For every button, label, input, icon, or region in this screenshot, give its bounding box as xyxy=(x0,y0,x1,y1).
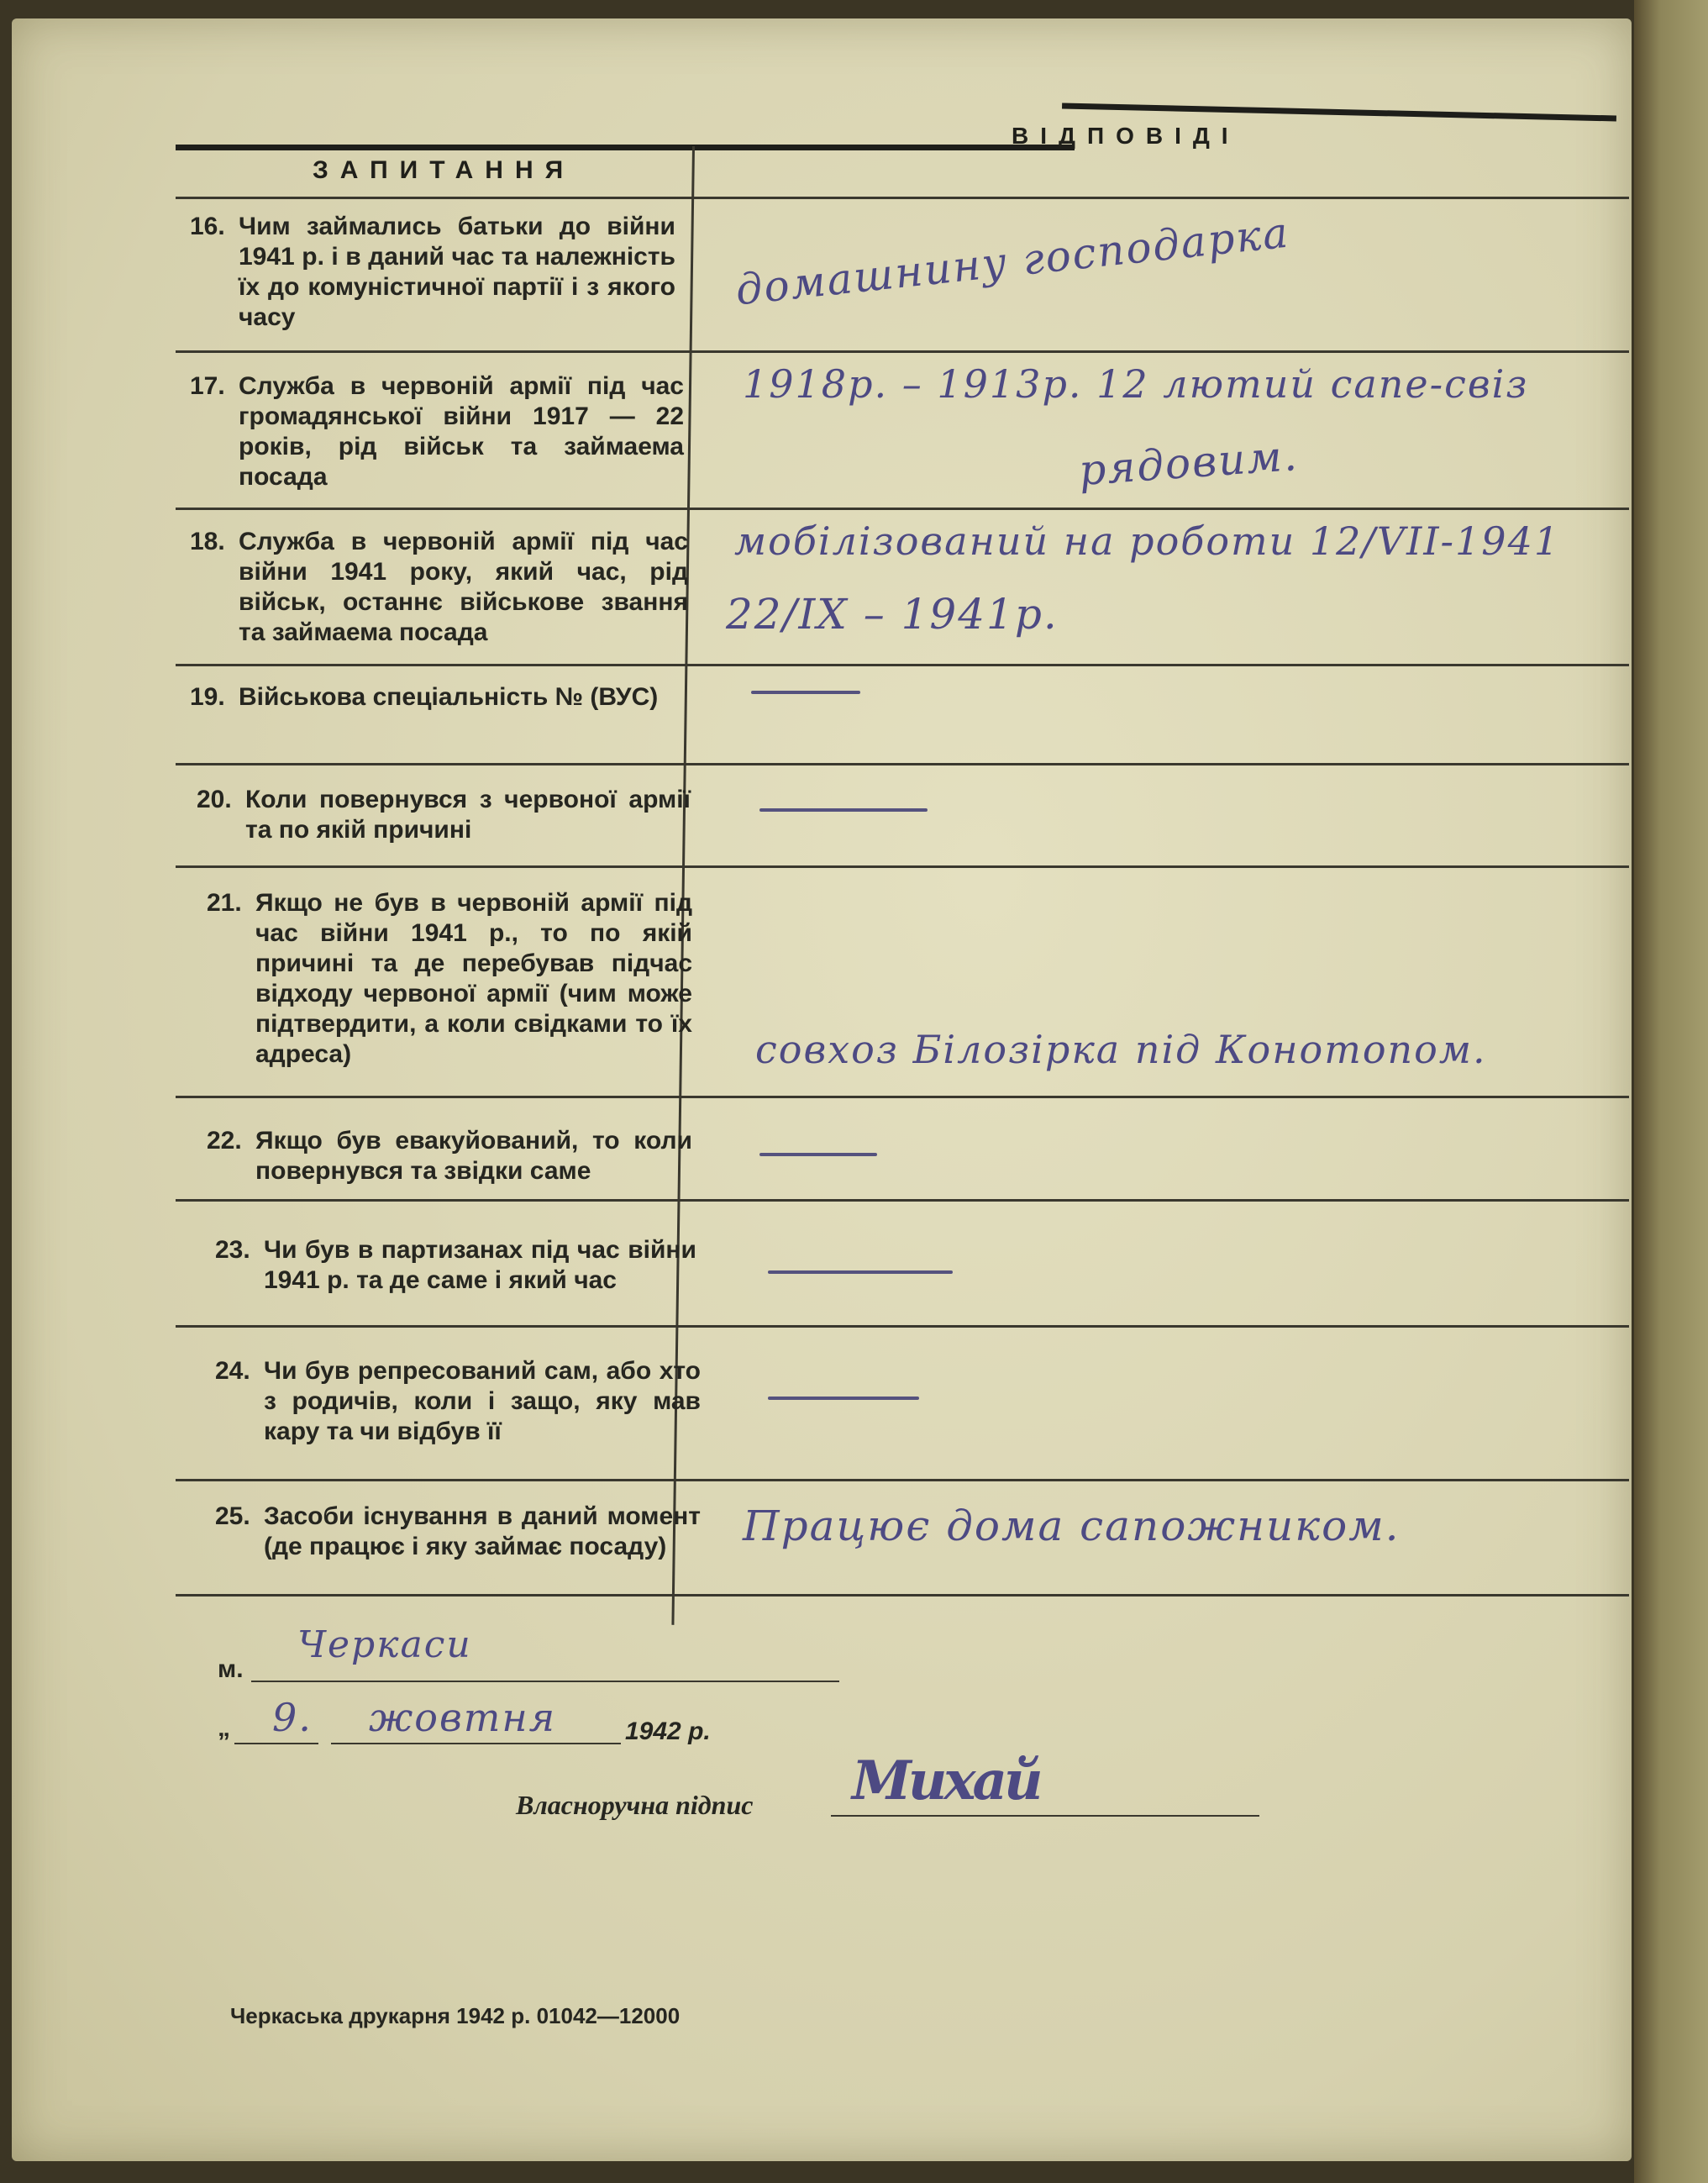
question-text: Служба в червоній армії під час громадянської війни 1917 — 22 років, рід військ та займаема посада xyxy=(239,372,684,491)
row-separator xyxy=(176,1096,1629,1098)
question-number: 21. xyxy=(207,889,242,917)
date-month: жовтня xyxy=(369,1695,557,1740)
date-day-line xyxy=(234,1743,318,1744)
question-number: 25. xyxy=(215,1502,250,1530)
question-text: Чим займались батьки до війни 1941 р. і в даний час та належність їх до комуністичної партії і з якого часу xyxy=(239,213,675,331)
question-number: 19. xyxy=(190,683,225,711)
question-number: 22. xyxy=(207,1127,242,1155)
answer-20 xyxy=(759,783,778,803)
question-21 xyxy=(207,888,692,1070)
question-text: Чи був репресований сам, або хто з родичів, коли і защо, яку мав кару та чи відбув її xyxy=(264,1357,701,1445)
answer-21: совхоз Білозірка під Конотопом. xyxy=(755,1027,1487,1072)
question-text: Засоби існування в даний момент (де працює і яку займає посаду) xyxy=(264,1502,701,1560)
answer-18-line-1: мобілізований на роботи 12/VII-1941 xyxy=(734,518,1561,564)
row-separator xyxy=(176,508,1629,510)
printer-imprint: Черкаська друкарня 1942 р. 01042—12000 xyxy=(230,2003,681,2028)
question-18 xyxy=(190,527,688,648)
answer-17-line-1: 1918р. – 1913р. 12 лютий сапе-свіз xyxy=(743,361,1529,407)
question-23 xyxy=(215,1235,696,1296)
answer-23-dash xyxy=(768,1270,953,1274)
city-value: Черкаси xyxy=(297,1623,472,1666)
question-24 xyxy=(215,1356,701,1447)
question-22 xyxy=(207,1126,692,1186)
question-text: Якщо був евакуйований, то коли повернувся та звідки саме xyxy=(255,1127,692,1185)
city-label: м. xyxy=(218,1655,244,1683)
row-separator xyxy=(176,763,1629,765)
row-separator xyxy=(176,865,1629,868)
signature: Михай xyxy=(852,1749,1040,1812)
date-year: 1942 р. xyxy=(625,1717,711,1745)
question-text: Коли повернувся з червоної армії та по якій причині xyxy=(245,786,691,844)
question-17 xyxy=(190,371,684,492)
question-20 xyxy=(197,785,691,845)
question-number: 16. xyxy=(190,213,225,240)
row-separator xyxy=(176,350,1629,353)
question-number: 17. xyxy=(190,372,225,400)
question-text: Якщо не був в червоній армії під час війни 1941 р., то по якій причині та де перебував підчас відходу червоної армії (чим може підтвердити, а коли свідками то їх адреса) xyxy=(255,889,692,1068)
date-open-quote: „ xyxy=(218,1714,230,1742)
header-bottom-rule xyxy=(176,197,1629,199)
question-number: 20. xyxy=(197,786,232,813)
question-text: Служба в червоній армії під час війни 1941 року, який час, рід військ, останнє військове звання та займаема посада xyxy=(239,528,688,646)
answer-19 xyxy=(751,665,770,686)
row-separator xyxy=(176,664,1629,666)
answer-24-dash xyxy=(768,1397,919,1400)
signature-fill-line xyxy=(831,1815,1259,1817)
question-number: 23. xyxy=(215,1236,250,1264)
row-separator xyxy=(176,1479,1629,1481)
question-number: 24. xyxy=(215,1357,250,1385)
question-text: Військова спеціальність № (ВУС) xyxy=(239,683,659,711)
answer-16: домашнину господарка xyxy=(733,208,1292,315)
question-number: 18. xyxy=(190,528,225,555)
answers-column-header: ВІДПОВІДІ xyxy=(1012,123,1240,149)
header-rule-right xyxy=(1062,103,1616,122)
answer-22-dash xyxy=(759,1153,877,1156)
header-rule-left xyxy=(176,145,1075,150)
question-25 xyxy=(215,1502,701,1562)
date-day: 9. xyxy=(272,1695,313,1740)
question-16 xyxy=(190,212,675,333)
question-19 xyxy=(190,682,675,713)
questionnaire-page xyxy=(12,18,1632,2161)
questions-column-header: ЗАПИТАННЯ xyxy=(313,156,575,184)
answer-20-dash xyxy=(759,808,928,812)
question-text: Чи був в партизанах під час війни 1941 р. та де саме і який час xyxy=(264,1236,696,1294)
answer-17-line-2: рядовим. xyxy=(1077,430,1301,496)
row-separator xyxy=(176,1594,1629,1596)
answer-18-line-2: 22/IX – 1941р. xyxy=(726,590,1059,639)
answer-19-dash xyxy=(751,691,860,694)
row-separator xyxy=(176,1199,1629,1202)
city-fill-line xyxy=(251,1681,839,1682)
signature-label: Власноручна підпис xyxy=(516,1790,754,1820)
answer-25: Працює дома сапожником. xyxy=(743,1502,1401,1550)
adjacent-page-edge xyxy=(1634,0,1708,2183)
answer-23 xyxy=(768,1245,786,1265)
date-month-line xyxy=(331,1743,621,1744)
answer-22 xyxy=(759,1128,778,1148)
answer-24 xyxy=(768,1371,786,1391)
row-separator xyxy=(176,1325,1629,1328)
